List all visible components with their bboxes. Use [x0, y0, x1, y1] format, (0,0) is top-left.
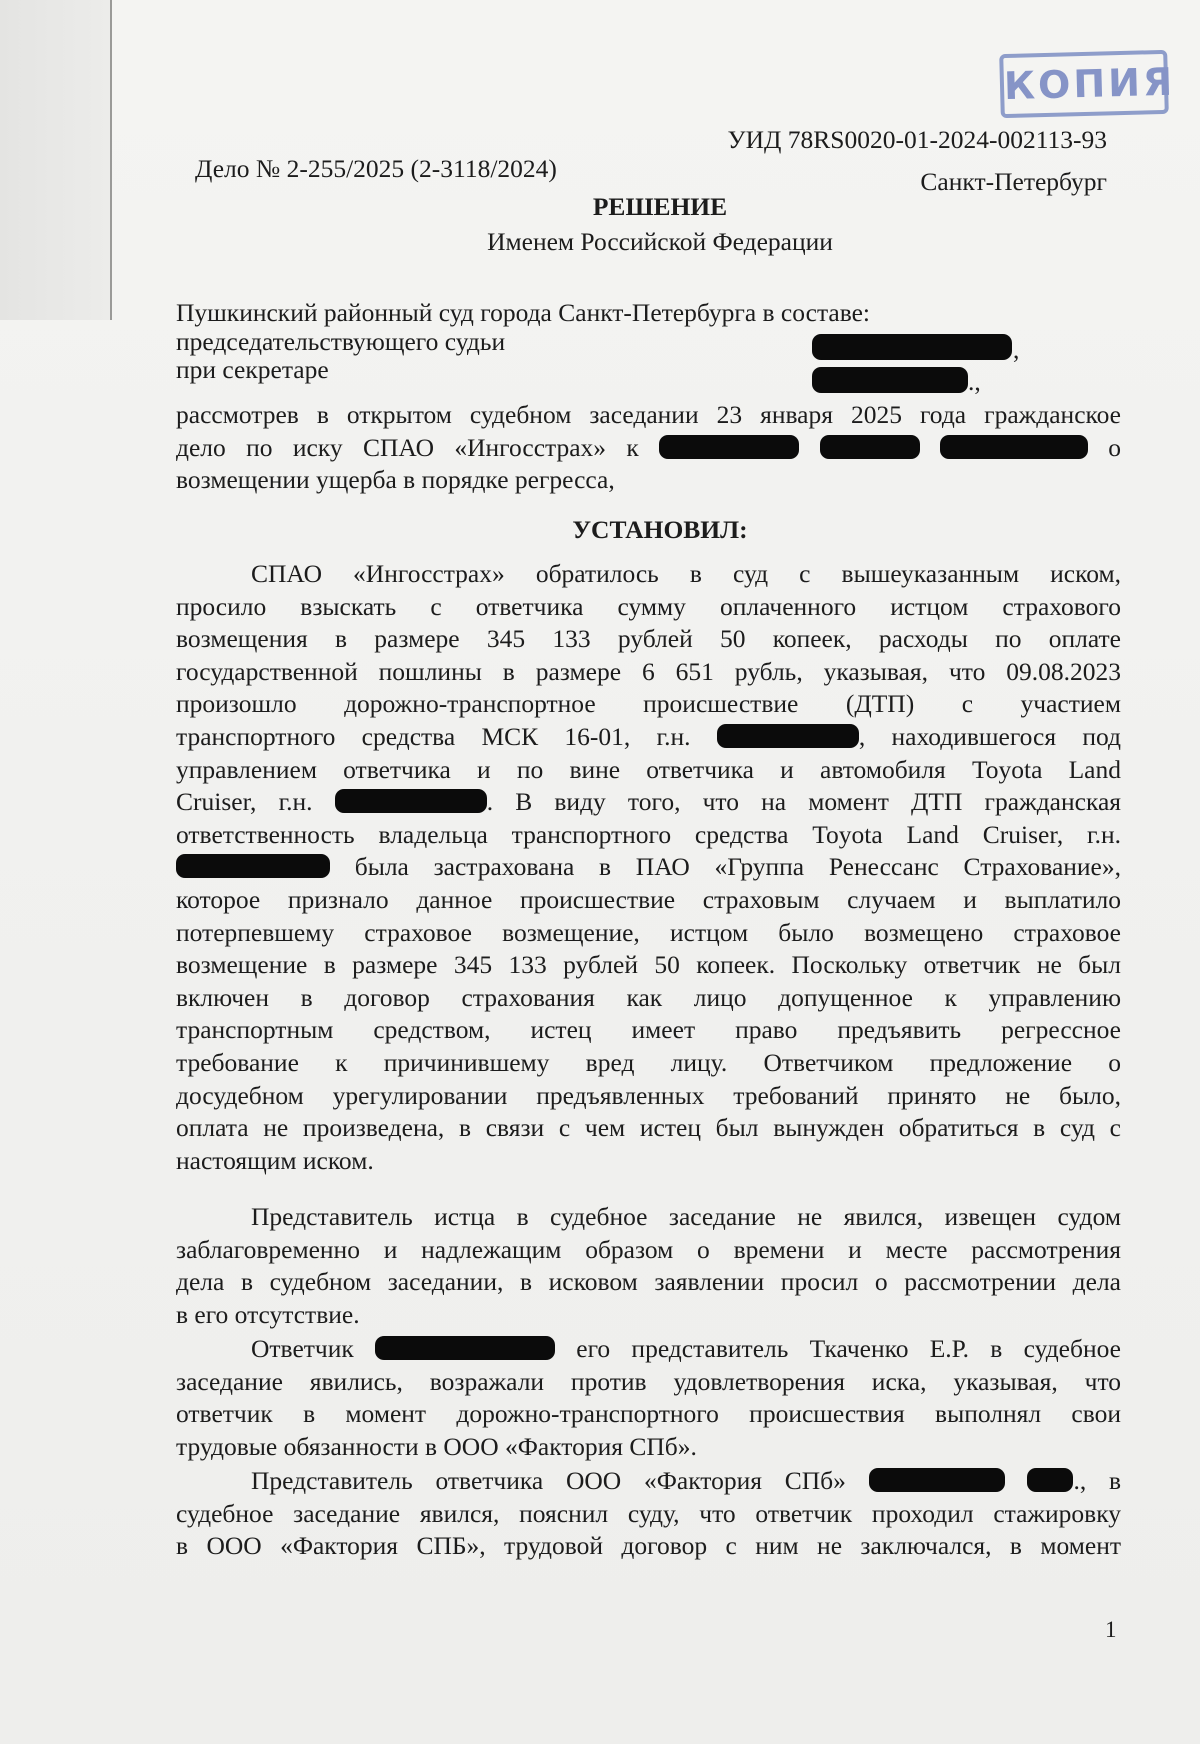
redaction-representative-initials: [1027, 1468, 1073, 1492]
text-line: дела в судебном заседании, в исковом заявлении просил о рассмотрении дела: [176, 1267, 1121, 1297]
text-line-part: Представитель ответчика ООО «Фактория СПб»: [251, 1466, 846, 1495]
text-line: оплата не произведена, в связи с чем истец был вынужден обратиться в суд с: [176, 1113, 1121, 1143]
section-title: УСТАНОВИЛ:: [572, 515, 748, 544]
intro-line: [176, 432, 1121, 465]
intro-line: рассмотрев в открытом судебном заседании 23 января 2025 года гражданское: [176, 400, 1121, 429]
text-line-part: была застрахована в ПАО «Группа Ренессанс Страхование»,: [354, 852, 1121, 882]
text-line: которое признало данное происшествие страховым случаем и выплатило: [176, 884, 1121, 914]
intro-paragraph: [176, 399, 1121, 497]
text-line: заседание явились, возражали против удовлетворения иска, указывая, что: [176, 1366, 1121, 1396]
city: Санкт-Петербург: [920, 167, 1107, 196]
judge-comma: ,: [1013, 335, 1020, 364]
intro-line-part: дело по иску СПАО «Ингосстрах» к: [176, 432, 639, 462]
redaction-defendant-name: [820, 435, 920, 459]
text-line: Представитель истца в судебное заседание не явился, извещен судом: [251, 1202, 1121, 1231]
text-line: судебное заседание явился, пояснил суду, что ответчик проходил стажировку: [176, 1498, 1121, 1528]
redaction-defendant-patronymic: [940, 435, 1088, 459]
text-line: в ООО «Фактория СПБ», трудовой договор с ним не заключался, в момент: [176, 1531, 1121, 1561]
redaction-plate-number: [176, 854, 330, 878]
text-line: потерпевшему страховое возмещение, истцом было возмещено страховое: [176, 917, 1121, 947]
page-number: 1: [1105, 1617, 1117, 1642]
paragraph-claim: [176, 558, 1121, 1177]
text-line: включен в договор страхования как лицо допущенное к управлению: [176, 982, 1121, 1012]
judge-label: председательствующего судьи: [176, 327, 506, 356]
text-line-part: транспортного средства МСК 16-01, г.н.: [176, 721, 691, 751]
redaction-defendant-surname: [659, 435, 799, 459]
text-line: досудебном урегулировании предъявленных требований принято не было,: [176, 1080, 1121, 1110]
paragraph-defendant: [176, 1333, 1121, 1463]
text-line: [176, 786, 1121, 819]
text-line: СПАО «Ингосстрах» обратилось в суд с вышеуказанным иском,: [251, 559, 1121, 588]
redaction-defendant-name: [375, 1336, 555, 1360]
text-line: возмещение в размере 345 133 рублей 50 копеек. Поскольку ответчик не был: [176, 950, 1121, 980]
copy-stamp: КОПИЯ: [999, 50, 1169, 118]
text-line-part: , находившегося под: [858, 721, 1121, 751]
text-line-part: ., в: [1073, 1466, 1121, 1495]
text-line-part: . В виду того, что на момент ДТП гражданская: [486, 787, 1121, 817]
text-line: транспортным средством, истец имеет право предъявить регрессное: [176, 1015, 1121, 1045]
document-title: РЕШЕНИЕ: [592, 192, 728, 221]
uid-number: УИД 78RS0020-01-2024-002113-93: [727, 125, 1107, 154]
redaction-plate-number: [717, 724, 859, 748]
text-line: возмещения в размере 345 133 рублей 50 копеек, расходы по оплате: [176, 624, 1121, 654]
text-line: ответственность владельца транспортного средства Toyota Land Cruiser, г.н.: [176, 819, 1121, 849]
intro-line: возмещении ущерба в порядке регресса,: [176, 465, 615, 495]
paragraph-representative: [176, 1465, 1121, 1563]
text-line: [176, 1465, 1121, 1498]
paragraph-plaintiff-absent: [176, 1201, 1121, 1331]
text-line: [176, 851, 1121, 884]
secretary-label: при секретаре: [176, 355, 329, 384]
text-line-part: Cruiser, г.н.: [176, 787, 313, 817]
intro-line-part: о: [1108, 432, 1121, 462]
text-line: требование к причинившему вред лицу. Ответчиком предложение о: [176, 1047, 1121, 1077]
text-line: трудовые обязанности в ООО «Фактория СПб».: [176, 1431, 697, 1461]
redaction-secretary-name: [812, 367, 968, 393]
redaction-representative-surname: [869, 1468, 1005, 1492]
page-edge-shadow: [0, 0, 111, 320]
text-line: [176, 721, 1121, 754]
court-name: Пушкинский районный суд города Санкт-Петербурга в составе:: [176, 298, 871, 327]
secretary-comma: .,: [968, 367, 981, 396]
text-line-part: Ответчик: [251, 1334, 354, 1363]
text-line: [176, 1333, 1121, 1366]
text-line: произошло дорожно-транспортное происшествие (ДТП) с участием: [176, 689, 1121, 719]
case-number: Дело № 2-255/2025 (2-3118/2024): [195, 154, 557, 183]
text-line: в его отсутствие.: [176, 1299, 360, 1329]
text-line: государственной пошлины в размере 6 651 рубль, указывая, что 09.08.2023: [176, 656, 1121, 686]
text-line: заблаговременно и надлежащим образом о времени и месте рассмотрения: [176, 1234, 1121, 1264]
text-line: настоящим иском.: [176, 1145, 374, 1175]
redaction-judge-name: [812, 334, 1012, 360]
redaction-plate-number: [335, 789, 487, 813]
text-line: ответчик в момент дорожно-транспортного происшествия выполнял свои: [176, 1399, 1121, 1429]
text-line: просило взыскать с ответчика сумму оплаченного истцом страхового: [176, 591, 1121, 621]
document-subtitle: Именем Российской Федерации: [487, 227, 833, 256]
text-line: управлением ответчика и по вине ответчика и автомобиля Toyota Land: [176, 754, 1121, 784]
text-line-part: его представитель Ткаченко Е.Р. в судебное: [576, 1334, 1121, 1363]
page-edge-line: [110, 0, 112, 320]
